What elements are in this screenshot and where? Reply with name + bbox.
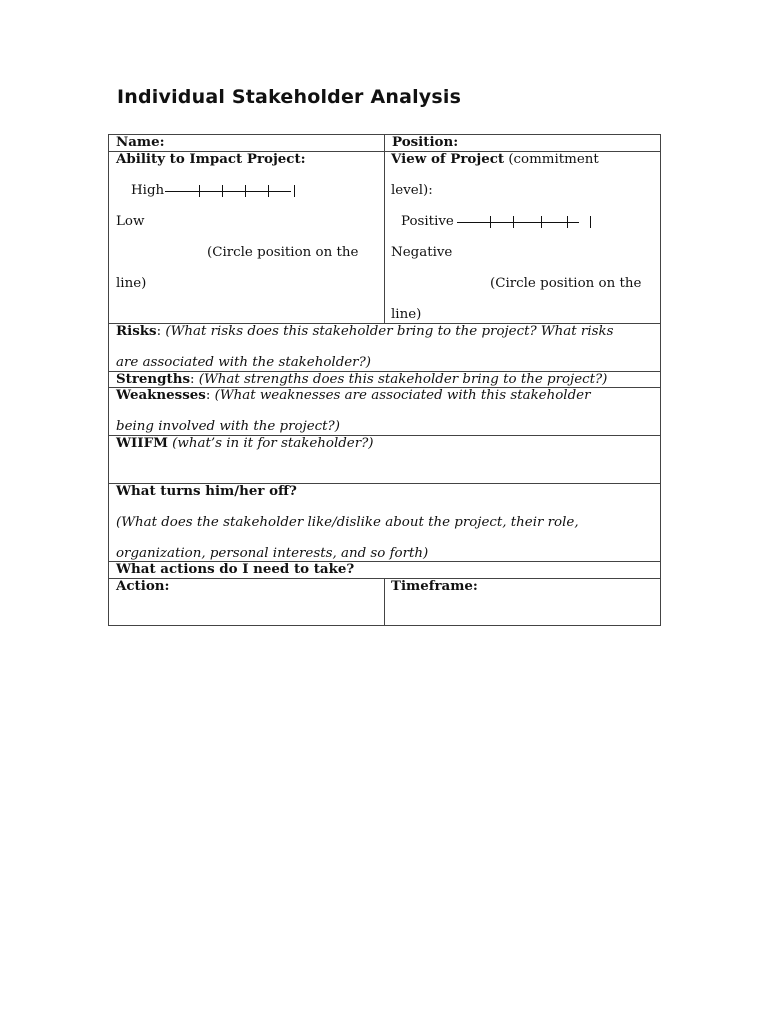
- wiifm-line: [116, 436, 374, 451]
- view-note-cont: level):: [391, 183, 433, 198]
- name-position-row: [109, 135, 660, 152]
- strengths-colon: :: [190, 372, 195, 387]
- weaknesses-prompt-cont: being involved with the project?): [116, 419, 340, 434]
- turn-off-row[interactable]: [109, 484, 660, 562]
- wiifm-prompt: (what’s in it for stakeholder?): [172, 436, 374, 451]
- low-label: Low: [116, 214, 145, 229]
- negative-label: Negative: [391, 245, 453, 260]
- risks-prompt-cont: are associated with the stakeholder?): [116, 355, 371, 370]
- view-label-line: [391, 152, 599, 167]
- view-circle-note-cont: line): [391, 307, 422, 322]
- impact-scale-tick: [245, 185, 246, 197]
- impact-scale-tick: [199, 185, 200, 197]
- ability-cell[interactable]: [109, 152, 384, 323]
- impact-scale[interactable]: [165, 183, 299, 198]
- strengths-label: Strengths: [116, 371, 190, 387]
- timeframe-cell[interactable]: [385, 579, 660, 625]
- commitment-scale-tick: [590, 216, 591, 228]
- impact-scale-tick: [268, 185, 269, 197]
- risks-prompt: (What risks does this stakeholder bring to the project? What risks: [165, 324, 614, 339]
- impact-view-row: [109, 152, 660, 324]
- commitment-scale[interactable]: [457, 214, 595, 229]
- impact-scale-tick: [222, 185, 223, 197]
- weaknesses-label: Weaknesses: [116, 387, 206, 403]
- turn-off-label: What turns him/her off?: [116, 483, 297, 499]
- ability-circle-note: (Circle position on the: [207, 245, 359, 260]
- turn-off-prompt: (What does the stakeholder like/dislike about the project, their role,: [116, 515, 579, 530]
- action-label: Action:: [116, 578, 170, 594]
- impact-scale-tick: [294, 185, 295, 197]
- ability-circle-note-cont: line): [116, 276, 147, 291]
- stakeholder-form-table: [108, 134, 661, 626]
- commitment-scale-tick: [541, 216, 542, 228]
- view-label: View of Project: [391, 151, 505, 167]
- high-label: High: [131, 183, 165, 198]
- name-label: Name:: [116, 134, 165, 150]
- view-note: (commitment: [508, 152, 599, 167]
- view-cell[interactable]: [385, 152, 660, 323]
- risks-colon: :: [156, 324, 162, 339]
- commitment-scale-tick: [567, 216, 568, 228]
- weaknesses-line-1: [116, 388, 590, 403]
- weaknesses-colon: :: [205, 388, 211, 403]
- actions-label: What actions do I need to take?: [116, 561, 355, 577]
- risks-row[interactable]: [109, 324, 660, 372]
- weaknesses-prompt: (What weaknesses are associated with this stakeholder: [214, 388, 591, 403]
- strengths-row[interactable]: [109, 372, 660, 388]
- position-label: Position:: [392, 134, 459, 150]
- wiifm-label: WIIFM: [116, 435, 168, 451]
- turn-off-prompt-cont: organization, personal interests, and so forth): [116, 546, 429, 561]
- action-cell[interactable]: [109, 579, 384, 625]
- positive-label: Positive: [401, 214, 454, 229]
- timeframe-label: Timeframe:: [391, 578, 478, 594]
- commitment-scale-line: [457, 222, 579, 223]
- actions-row: [109, 562, 660, 579]
- commitment-scale-tick: [490, 216, 491, 228]
- strengths-prompt: (What strengths does this stakeholder bring to the project?): [198, 372, 608, 387]
- weaknesses-row[interactable]: [109, 388, 660, 436]
- action-timeframe-row: [109, 579, 660, 625]
- wiifm-row[interactable]: [109, 436, 660, 484]
- strengths-line: [116, 372, 607, 387]
- page-title: Individual Stakeholder Analysis: [117, 86, 462, 108]
- commitment-scale-tick: [513, 216, 514, 228]
- impact-scale-line: [165, 191, 291, 192]
- risks-label: Risks: [116, 323, 157, 339]
- risks-line-1: [116, 324, 613, 339]
- column-divider: [384, 135, 385, 151]
- ability-label: Ability to Impact Project:: [116, 151, 306, 167]
- view-circle-note: (Circle position on the: [490, 276, 642, 291]
